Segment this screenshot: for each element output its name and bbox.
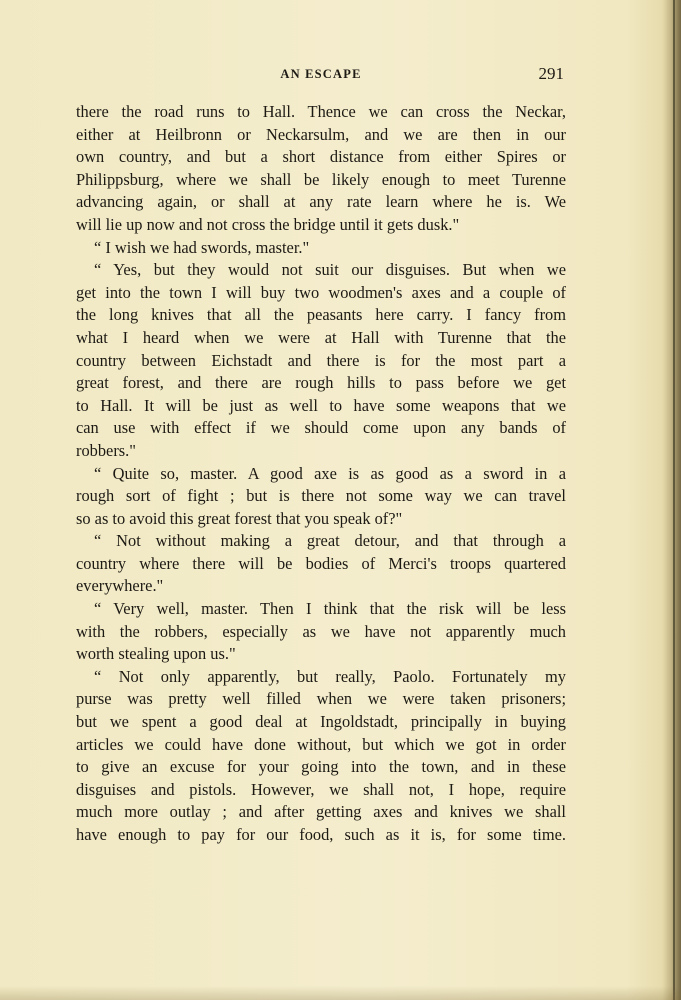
text-line: will lie up now and not cross the bridge until it gets dusk." [76,214,460,234]
text-line: either at Heilbronn or Neckarsulm, and we are then in our [76,124,566,144]
text-line: the long knives that all the peasants here carry. I fancy from [76,305,566,325]
text-line: to give an excuse for your going into the town, and in these [76,757,566,777]
text-line: “ Not without making a great detour, and that through a [94,531,566,551]
body-text [76,101,566,847]
text-line: “ Very well, master. Then I think that the risk will be less [94,599,566,619]
page-edge-shadow [663,0,681,1000]
text-line: advancing again, or shall at any rate learn where he is. We [76,192,566,212]
text-line: but we spent a good deal at Ingoldstadt, principally in buying [76,712,566,732]
text-line: articles we could have done without, but which we got in order [76,734,566,754]
text-line: Philippsburg, where we shall be likely enough to meet Turenne [76,169,566,189]
text-line: “ Yes, but they would not suit our disguises. But when we [94,260,566,280]
text-line: to Hall. It will be just as well to have some weapons that we [76,395,566,415]
running-head [76,64,566,84]
text-line: what I heard when we were at Hall with Turenne that the [76,327,566,347]
page-edge-line [673,0,675,1000]
page-number: 291 [538,64,564,83]
text-line: worth stealing upon us." [76,644,236,664]
text-line: “ Not only apparently, but really, Paolo. Fortunately my [94,666,566,686]
text-line: with the robbers, especially as we have not apparently much [76,621,566,641]
text-line: there the road runs to Hall. Thence we can cross the Neckar, [76,102,566,121]
text-line: everywhere." [76,576,164,596]
text-line: rough sort of fight ; but is there not some way we can travel [76,486,566,506]
chapter-title: AN ESCAPE [280,67,362,81]
bottom-edge-shadow [0,986,681,1000]
text-line: so as to avoid this great forest that you speak of?" [76,508,403,528]
text-line: have enough to pay for our food, such as it is, for some time. [76,825,566,844]
text-line: country where there will be bodies of Merci's troops quartered [76,553,566,573]
text-line: get into the town I will buy two woodmen's axes and a couple of [76,282,566,302]
text-line: great forest, and there are rough hills to pass before we get [76,373,566,393]
text-line: country between Eichstadt and there is for the most part a [76,350,566,370]
text-line: can use with effect if we should come upon any bands of [76,418,566,438]
text-line: robbers." [76,440,136,460]
text-line: “ I wish we had swords, master." [94,237,310,257]
text-line: own country, and but a short distance from either Spires or [76,147,566,167]
text-line: much more outlay ; and after getting axes and knives we shall [76,802,566,822]
text-line: purse was pretty well filled when we were taken prisoners; [76,689,566,709]
text-line: disguises and pistols. However, we shall not, I hope, require [76,779,566,799]
text-line: “ Quite so, master. A good axe is as good as a sword in a [94,463,566,483]
